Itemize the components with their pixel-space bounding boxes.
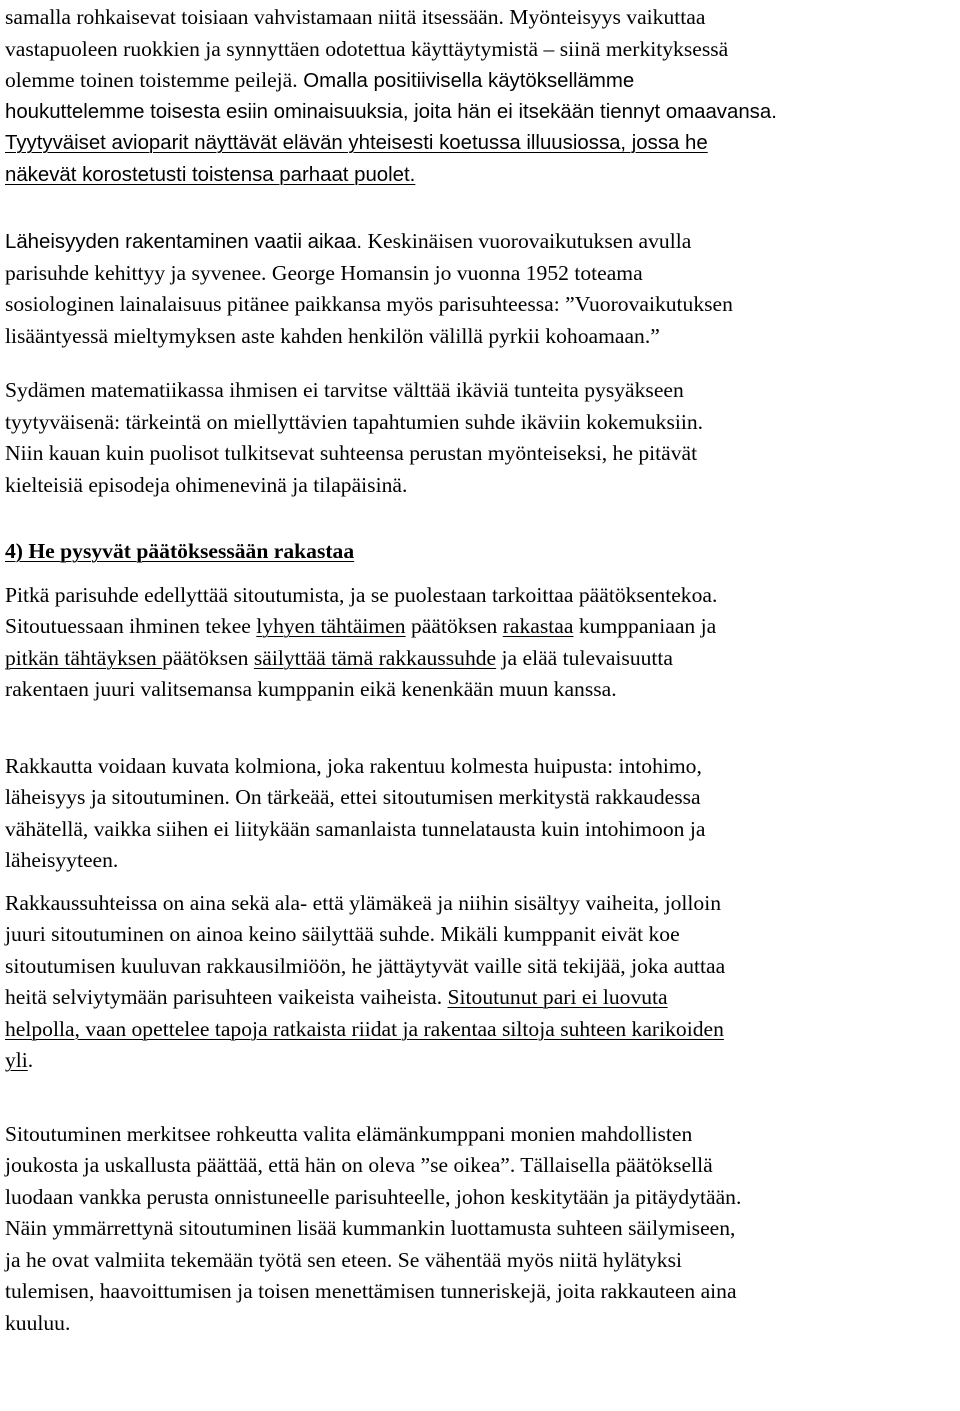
text-span: Sitoutuessaan ihminen tekee — [5, 614, 257, 638]
underlined-text: rakastaa — [502, 614, 574, 638]
underlined-text-line: Tyytyväiset avioparit näyttävät elävän yhteisesti koetussa illuusiossa, jossa he — [5, 132, 708, 154]
text-line — [5, 611, 957, 643]
text-line: tyytyväisenä: tärkeintä on miellyttävien tapahtumien suhde ikäviin kokemuksiin. — [5, 409, 704, 434]
text-line: lisääntyessä mieltymyksen aste kahden henkilön välillä pyrkii kohoamaan.” — [5, 323, 660, 348]
text-span: . — [27, 1048, 34, 1072]
underlined-text-line: helpolla, vaan opettelee tapoja ratkaista riidat ja rakentaa siltoja suhteen karikoiden — [5, 1016, 724, 1041]
text-line: luodaan vankka perusta onnistuneelle parisuhteelle, johon keskitytään ja pitäydytään. — [5, 1184, 742, 1209]
text-span: Omalla positiivisella käytöksellämme — [297, 70, 635, 92]
text-span: olemme toinen toistemme peilejä. — [5, 68, 298, 92]
text-line — [5, 258, 957, 290]
underlined-text: säilyttää tämä rakkaussuhde — [253, 645, 497, 670]
text-span: Läheisyyden rakentaminen vaatii aikaa. — [5, 231, 363, 253]
text-line: juuri sitoutuminen on ainoa keino säilyttää suhde. Mikäli kumppanit eivät koe — [5, 922, 680, 946]
paragraph-2 — [5, 226, 957, 352]
underlined-text: yli — [5, 1048, 28, 1072]
paragraph-gap — [5, 501, 957, 536]
text-line: tulemisen, haavoittumisen ja toisen menettämisen tunneriskejä, joita rakkauteen aina — [5, 1279, 737, 1303]
paragraph-3 — [5, 375, 957, 501]
text-line: läheisyys ja sitoutuminen. On tärkeää, ettei sitoutumisen merkitystä rakkaudessa — [5, 785, 701, 809]
paragraph-gap — [5, 352, 957, 375]
text-line: Niin kauan kuin puolisot tulkitsevat suhteensa perustan myönteiseksi, he pitävät — [5, 441, 698, 465]
text-line: Pitkä parisuhde edellyttää sitoutumista, ja se puolestaan tarkoittaa päätöksentekoa. — [5, 582, 718, 607]
text-span: kumppaniaan ja — [573, 614, 717, 638]
text-line: vastapuoleen ruokkien ja synnyttäen odotettua käyttäytymistä – siinä merkityksessä — [5, 36, 729, 61]
text-line: kuuluu. — [5, 1310, 71, 1335]
text-line — [5, 982, 957, 1014]
text-span: George Homansin jo vuonna 1952 toteama — [266, 260, 643, 285]
text-span: ja elää tulevaisuutta — [496, 645, 673, 670]
text-line: Rakkautta voidaan kuvata kolmiona, joka rakentuu kolmesta huipusta: intohimo, — [5, 753, 702, 778]
paragraph-6 — [5, 888, 957, 1077]
text-span: päätöksen — [405, 614, 503, 638]
text-line: Sydämen matematiikassa ihmisen ei tarvitse välttää ikäviä tunteita pysyäkseen — [5, 378, 684, 402]
text-line: kielteisiä episodeja ohimenevinä ja tilapäisinä. — [5, 472, 408, 497]
text-line: joukosta ja uskallusta päättää, että hän on oleva ”se oikea”. Tällaisella päätöksellä — [5, 1153, 713, 1177]
paragraph-gap — [5, 877, 957, 888]
paragraph-gap — [5, 706, 957, 751]
paragraph-gap — [5, 568, 957, 580]
text-line: rakentaen juuri valitsemansa kumppanin eikä kenenkään muun kanssa. — [5, 677, 617, 701]
text-line: vähätellä, vaikka siihen ei liitykään samanlaista tunnelatausta kuin intohimoon ja — [5, 816, 706, 841]
paragraph-4 — [5, 580, 957, 706]
text-line — [5, 65, 957, 97]
paragraph-1 — [5, 2, 957, 191]
section-heading: 4) He pysyvät päätöksessään rakastaa — [5, 539, 355, 563]
paragraph-5 — [5, 751, 957, 877]
text-line: ja he ovat valmiita tekemään työtä sen eteen. Se vähentää myös niitä hylätyksi — [5, 1247, 682, 1272]
text-line: houkuttelemme toisesta esiin ominaisuuksia, joita hän ei itsekään tiennyt omaavansa. — [5, 100, 777, 123]
text-line — [5, 643, 957, 675]
underlined-text: pitkän tähtäyksen — [5, 645, 163, 670]
paragraph-gap — [5, 1077, 957, 1119]
text-line: sosiologinen lainalaisuus pitänee paikkansa myös parisuhteessa: ”Vuorovaikutuksen — [5, 292, 733, 316]
text-line: samalla rohkaisevat toisiaan vahvistamaan niitä itsessään. Myönteisyys vaikuttaa — [5, 5, 706, 29]
underlined-text: lyhyen tähtäimen — [256, 614, 406, 638]
text-line: Sitoutuminen merkitsee rohkeutta valita elämänkumppani monien mahdollisten — [5, 1121, 693, 1146]
text-line — [5, 226, 957, 258]
text-span: heitä selviytymään parisuhteen vaikeista vaiheista. — [5, 985, 448, 1009]
text-line — [5, 1045, 957, 1077]
text-span: parisuhde kehittyy ja syvenee. — [5, 260, 267, 285]
text-line: sitoutumisen kuuluvan rakkausilmiöön, he jättäytyvät vaille sitä tekijää, joka auttaa — [5, 953, 726, 978]
text-line: läheisyyteen. — [5, 848, 119, 872]
text-line: Näin ymmärrettynä sitoutuminen lisää kummankin luottamusta suhteen säilymiseen, — [5, 1216, 736, 1240]
document-page — [5, 0, 957, 1339]
underlined-text-line: näkevät korostetusti toistensa parhaat puolet. — [5, 163, 416, 186]
text-line: Rakkaussuhteissa on aina sekä ala- että ylämäkeä ja niihin sisältyy vaiheita, jolloin — [5, 890, 721, 915]
paragraph-7 — [5, 1119, 957, 1340]
underlined-text: Sitoutunut pari ei luovuta — [447, 985, 668, 1009]
text-span: Keskinäisen vuorovaikutuksen avulla — [362, 229, 692, 253]
text-span: päätöksen — [162, 645, 254, 670]
paragraph-gap — [5, 191, 957, 226]
